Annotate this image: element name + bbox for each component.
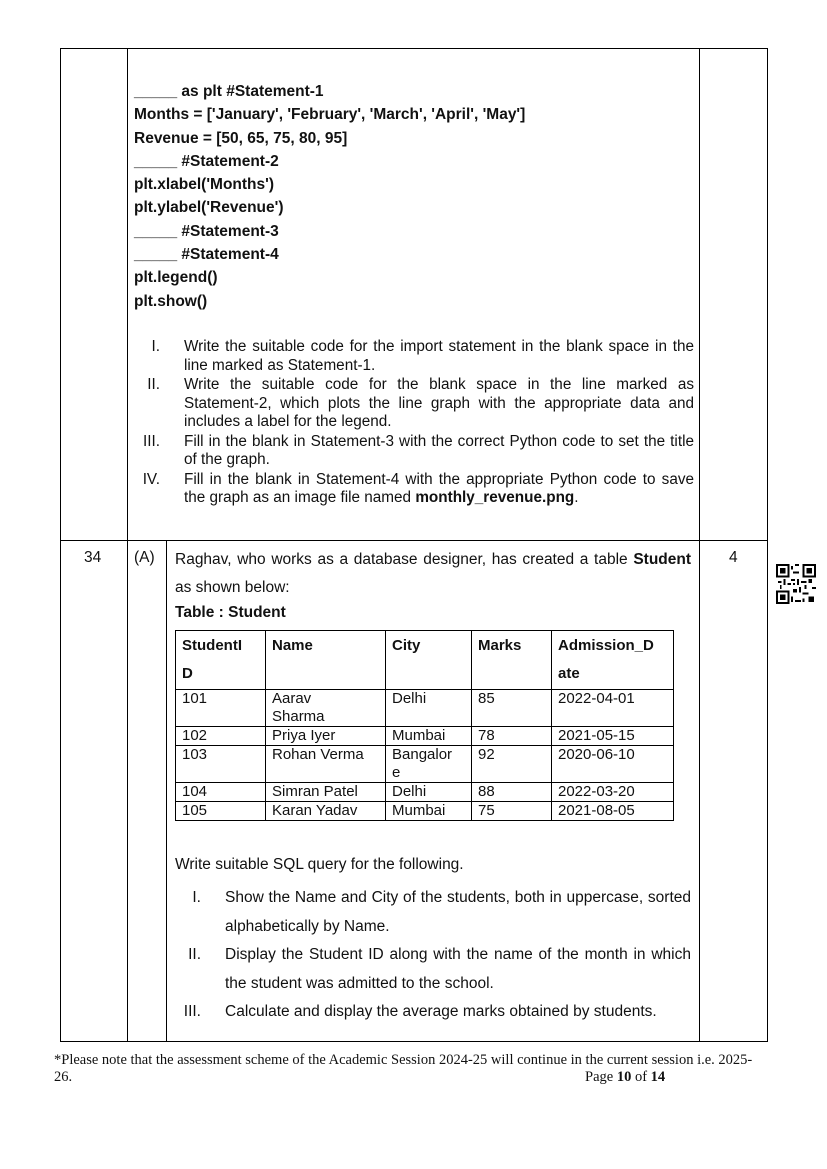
header-text: ate — [558, 665, 580, 682]
code-line: _____ as plt #Statement-1 — [134, 83, 324, 100]
table-cell: 85 — [472, 690, 552, 727]
frame-left-border — [60, 48, 61, 1042]
table-row — [176, 783, 674, 802]
q33-subquestions — [134, 338, 694, 509]
cell-text: Sharma — [272, 708, 325, 725]
table-cell: 104 — [176, 783, 266, 802]
table-row — [176, 727, 674, 746]
header-text: StudentI — [182, 637, 242, 654]
column-header: Marks — [472, 631, 552, 690]
table-cell — [266, 690, 386, 727]
subquestion-text: Calculate and display the average marks obtained by students. — [225, 1003, 657, 1020]
table-cell: Delhi — [386, 783, 472, 802]
intro-text-end: as shown below: — [175, 579, 290, 596]
column-header: Name — [266, 631, 386, 690]
code-line: _____ #Statement-2 — [134, 152, 279, 170]
table-row — [176, 746, 674, 783]
cell-text: Bangalor — [392, 746, 453, 763]
cell-text: e — [392, 764, 401, 781]
header-text: Admission_D — [558, 637, 654, 654]
table-row — [176, 690, 674, 727]
frame-col-marks-border — [699, 48, 700, 1042]
question-option: (A) — [134, 549, 155, 566]
frame-bottom-border — [60, 1041, 768, 1042]
q34-subquestion — [175, 941, 691, 998]
table-cell: Delhi — [386, 690, 472, 727]
table-cell: 103 — [176, 746, 266, 783]
subquestion-text: Display the Student ID along with the name of the month in which the student was admitted to the school. — [225, 946, 691, 992]
table-cell: 2020-06-10 — [552, 746, 674, 783]
table-cell: 105 — [176, 802, 266, 821]
table-cell: 92 — [472, 746, 552, 783]
subquestion-text: Fill in the blank in Statement-3 with the correct Python code to set the title of the graph. — [184, 432, 694, 468]
subquestion-text: Write the suitable code for the import statement in the blank space in the line marked as Statement-1. — [184, 338, 694, 374]
table-caption: Table : Student — [175, 604, 286, 621]
subquestion-text: Show the Name and City of the students, both in uppercase, sorted alphabetically by Name. — [225, 889, 691, 935]
code-line: Revenue = [50, 65, 75, 80, 95] — [134, 129, 348, 147]
table-cell: 102 — [176, 727, 266, 746]
subquestion-text-end: . — [574, 489, 579, 506]
subquestion-number: III. — [143, 432, 160, 450]
page-number — [585, 1069, 665, 1086]
q33-subquestion — [134, 471, 694, 508]
table-cell: Simran Patel — [266, 783, 386, 802]
frame-col3-border — [166, 540, 167, 1042]
code-line: plt.ylabel('Revenue') — [134, 199, 284, 217]
code-line: plt.legend() — [134, 269, 218, 287]
page-total: 14 — [650, 1069, 666, 1085]
code-block — [134, 80, 525, 313]
table-cell: Rohan Verma — [266, 746, 386, 783]
q34-subquestion — [175, 884, 691, 941]
q33-subquestion — [134, 338, 694, 375]
subquestion-number: III. — [183, 1003, 201, 1020]
table-cell: 2021-05-15 — [552, 727, 674, 746]
page-current: 10 — [616, 1069, 632, 1085]
footer-note: *Please note that the assessment scheme of the Academic Session 2024-25 will continue in the current session i.e. 2025-26. — [54, 1052, 753, 1085]
table-cell: 78 — [472, 727, 552, 746]
q34-subquestion — [175, 998, 691, 1027]
frame-top-border — [60, 48, 768, 49]
header-text: D — [182, 665, 193, 682]
table-row — [176, 802, 674, 821]
table-cell: 88 — [472, 783, 552, 802]
frame-row-divider — [60, 540, 768, 541]
page-word: Page — [585, 1069, 614, 1085]
frame-col1-border — [127, 48, 128, 1042]
column-header: City — [386, 631, 472, 690]
question-marks: 4 — [729, 549, 738, 566]
question-intro — [175, 546, 691, 602]
q33-subquestion — [134, 376, 694, 432]
table-name: Student — [633, 551, 691, 568]
subquestion-number: I. — [151, 338, 160, 355]
code-line: _____ #Statement-3 — [134, 222, 279, 240]
question-number: 34 — [84, 549, 102, 566]
qr-code-icon — [776, 564, 816, 604]
subquestion-number: IV. — [142, 470, 160, 488]
table-cell: Mumbai — [386, 802, 472, 821]
column-header — [552, 631, 674, 690]
table-cell: Karan Yadav — [266, 802, 386, 821]
table-header-row — [176, 631, 674, 690]
table-cell: 101 — [176, 690, 266, 727]
code-line: Months = ['January', 'February', 'March', 'April', 'May'] — [134, 106, 526, 124]
cell-text: Aarav — [272, 690, 312, 707]
code-line: plt.show() — [134, 292, 208, 310]
table-cell: Mumbai — [386, 727, 472, 746]
table-cell: 2022-03-20 — [552, 783, 674, 802]
sql-prompt: Write suitable SQL query for the following. — [175, 856, 464, 873]
table-cell: Priya Iyer — [266, 727, 386, 746]
subquestion-number: II. — [188, 946, 201, 963]
table-cell: 75 — [472, 802, 552, 821]
column-header — [176, 631, 266, 690]
code-line: plt.xlabel('Months') — [134, 176, 274, 194]
q33-subquestion — [134, 433, 694, 470]
subquestion-text: Write the suitable code for the blank space in the line marked as Statement-2, which plots the line graph with the appropriate data and includes a label for the legend. — [184, 376, 694, 430]
frame-right-border — [767, 48, 768, 1042]
subquestion-number: II. — [147, 376, 160, 393]
of-word: of — [634, 1069, 648, 1085]
table-cell: 2021-08-05 — [552, 802, 674, 821]
table-cell: 2022-04-01 — [552, 690, 674, 727]
intro-text: Raghav, who works as a database designer, has created a table — [175, 551, 634, 568]
code-line: _____ #Statement-4 — [134, 246, 279, 264]
q34-subquestions — [175, 884, 691, 1027]
table-cell — [386, 746, 472, 783]
subquestion-number: I. — [192, 889, 201, 906]
filename-text: monthly_revenue.png — [415, 489, 575, 506]
subquestion-text: Fill in the blank in Statement-4 with the appropriate Python code to save the graph as an image file named — [184, 470, 694, 506]
student-table — [175, 630, 674, 821]
